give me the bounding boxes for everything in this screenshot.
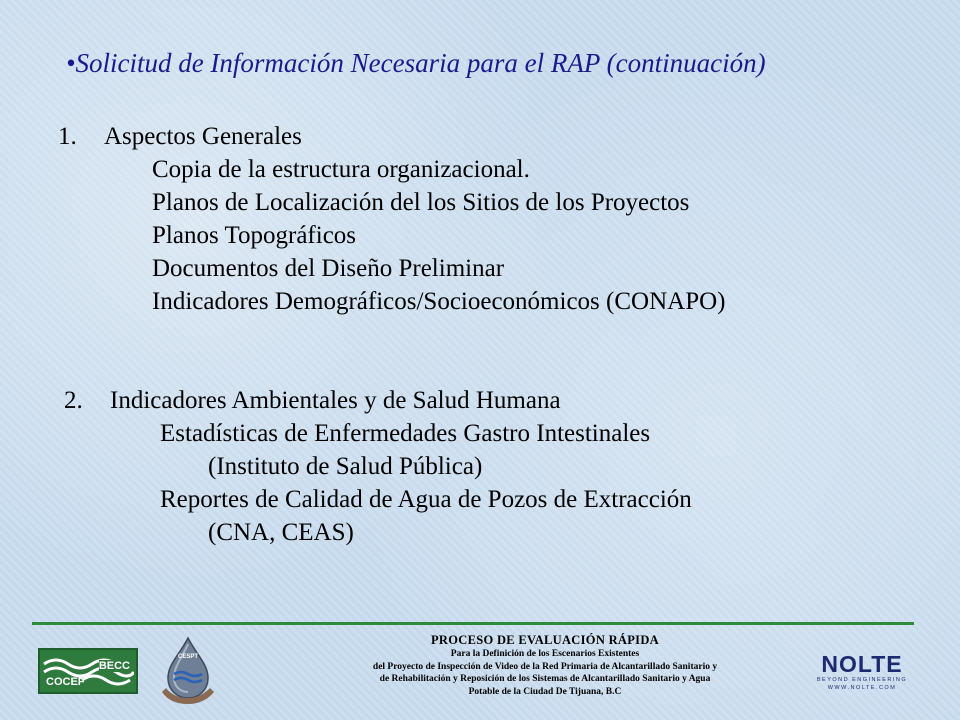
section-heading [64, 384, 692, 417]
cespt-logo-icon [160, 636, 216, 708]
footer-line: del Proyecto de Inspección de Video de la Red Primaria de Alcantarillado Sanitario y [372, 661, 718, 672]
list-item: Indicadores Demográficos/Socioeconómicos (CONAPO) [152, 288, 726, 315]
section-number: 1. [58, 123, 77, 150]
nolte-tagline: BEYOND ENGINEERING [816, 677, 908, 683]
section-title: Aspectos Generales [104, 123, 302, 150]
section-environmental-health [64, 384, 692, 549]
nolte-logo [812, 652, 912, 694]
list-item: Estadísticas de Enfermedades Gastro Intestinales [160, 420, 651, 447]
list-item: Reportes de Calidad de Agua de Pozos de Extracción [160, 486, 692, 513]
footer-line: de Rehabilitación y Reposición de los Sistemas de Alcantarillado Sanitario y Agua [379, 674, 711, 684]
slide-title: •Solicitud de Información Necesaria para el RAP (continuación) [66, 48, 766, 78]
section-number: 2. [64, 387, 83, 414]
section-heading [58, 120, 725, 153]
cocef-label: COCEF [46, 676, 85, 688]
footer-title: PROCESO DE EVALUACIÓN RÁPIDA [431, 633, 659, 647]
list-item-source: (CNA, CEAS) [208, 519, 354, 546]
list-item: Planos de Localización del los Sitios de los Proyectos [152, 189, 690, 216]
becc-cocef-logo [38, 648, 138, 694]
cespt-label: CESPT [177, 654, 199, 660]
nolte-url: WWW.NOLTE.COM [827, 685, 897, 691]
becc-label: BECC [98, 660, 130, 672]
section-general-aspects [58, 120, 725, 318]
list-item-source: (Instituto de Salud Pública) [208, 453, 483, 480]
list-item: Documentos del Diseño Preliminar [152, 255, 505, 282]
footer-line: Para la Definición de los Escenarios Existentes [450, 649, 640, 659]
footer-line: Potable de la Ciudad De Tijuana, B.C [468, 686, 622, 697]
footer-divider [32, 622, 914, 625]
nolte-wordmark: NOLTE [821, 651, 903, 677]
list-item: Planos Topográficos [152, 222, 357, 249]
footer [300, 632, 790, 698]
section-title: Indicadores Ambientales y de Salud Humana [110, 387, 561, 414]
list-item: Copia de la estructura organizacional. [152, 156, 530, 183]
